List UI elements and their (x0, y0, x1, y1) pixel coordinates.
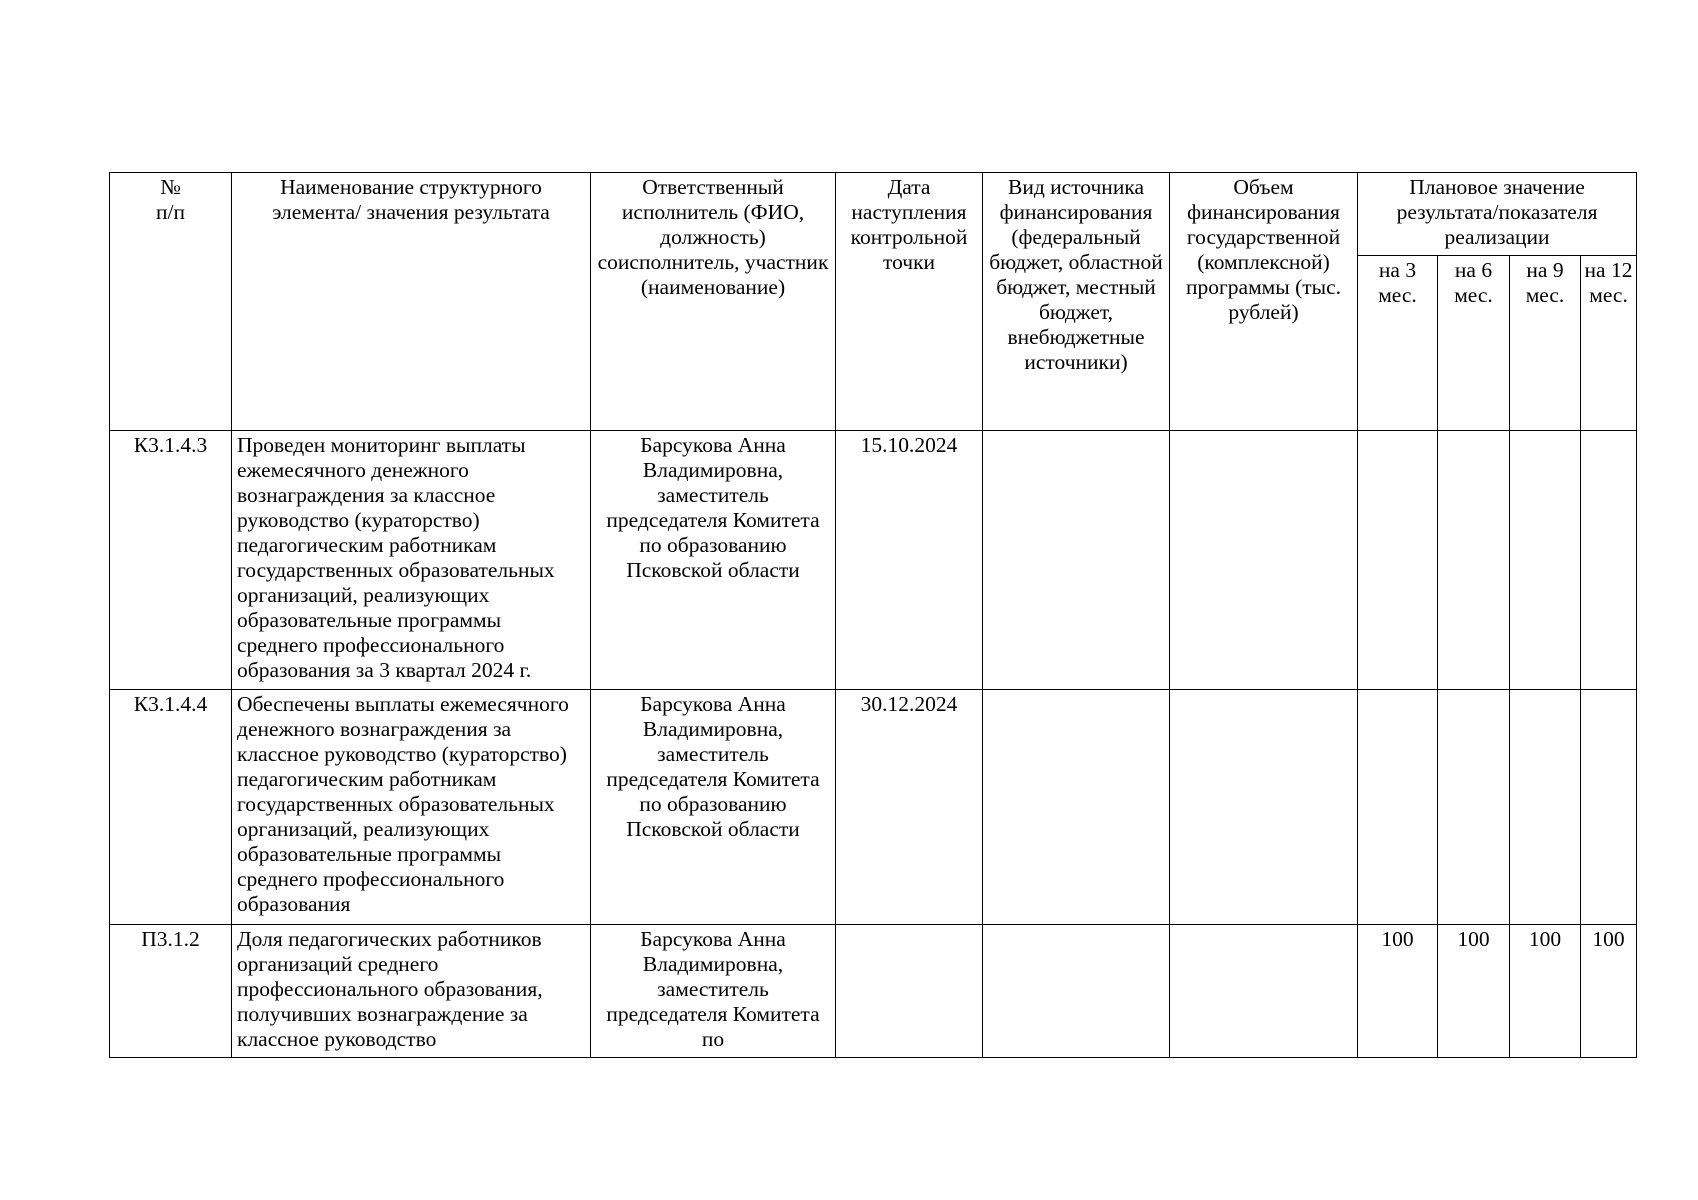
row-value-3-months (1358, 690, 1438, 925)
row-responsible: Барсукова Анна Владимировна, заместитель председателя Комитета по образованию Псковской области (591, 690, 836, 925)
header-12-months: на 12 мес. (1581, 256, 1637, 431)
row-name: Доля педагогических работников организаций среднего профессионального образования, получивших вознаграждение за классное руководство (232, 925, 591, 1058)
row-date (836, 925, 983, 1058)
row-responsible: Барсукова Анна Владимировна, заместитель председателя Комитета по образованию Псковской области (591, 431, 836, 690)
header-funding-volume: Объем финансирования государственной (комплексной) программы (тыс. рублей) (1170, 173, 1358, 431)
header-3-months: на 3 мес. (1358, 256, 1438, 431)
row-value-9-months (1510, 431, 1581, 690)
row-value-3-months (1358, 431, 1438, 690)
row-value-9-months (1510, 690, 1581, 925)
row-number: П3.1.2 (110, 925, 232, 1058)
header-planned-value: Плановое значение результата/показателя реализации (1358, 173, 1637, 256)
header-6-months: на 6 мес. (1438, 256, 1510, 431)
row-value-6-months (1438, 690, 1510, 925)
row-funding-volume (1170, 690, 1358, 925)
row-responsible: Барсукова Анна Владимировна, заместитель председателя Комитета по (591, 925, 836, 1058)
row-value-12-months (1581, 431, 1637, 690)
row-value-9-months: 100 (1510, 925, 1581, 1058)
plan-table (109, 172, 1637, 1058)
table-header-row (110, 173, 1637, 256)
row-value-6-months: 100 (1438, 925, 1510, 1058)
row-number: К3.1.4.3 (110, 431, 232, 690)
row-name: Обеспечены выплаты ежемесячного денежного вознаграждения за классное руководство (кураторство) педагогическим работникам государственных образовательных организаций, реализующих образовательные программы среднего профессионального образования (232, 690, 591, 925)
header-funding-source: Вид источника финансирования (федеральный бюджет, областной бюджет, местный бюджет, внебюджетные источники) (983, 173, 1170, 431)
header-date: Дата наступления контрольной точки (836, 173, 983, 431)
row-number: К3.1.4.4 (110, 690, 232, 925)
table-row (110, 690, 1637, 925)
table-row (110, 925, 1637, 1058)
header-responsible: Ответственный исполнитель (ФИО, должность) соисполнитель, участник (наименование) (591, 173, 836, 431)
row-value-12-months: 100 (1581, 925, 1637, 1058)
row-funding-source (983, 925, 1170, 1058)
row-name: Проведен мониторинг выплаты ежемесячного денежного вознаграждения за классное руководство (кураторство) педагогическим работникам государственных образовательных организаций, реализующих образовательные программы среднего профессионального образования за 3 квартал 2024 г. (232, 431, 591, 690)
row-date: 15.10.2024 (836, 431, 983, 690)
row-value-12-months (1581, 690, 1637, 925)
row-funding-volume (1170, 925, 1358, 1058)
header-name: Наименование структурного элемента/ значения результата (232, 173, 591, 431)
row-funding-source (983, 431, 1170, 690)
table-row (110, 431, 1637, 690)
row-date: 30.12.2024 (836, 690, 983, 925)
row-value-6-months (1438, 431, 1510, 690)
row-funding-volume (1170, 431, 1358, 690)
row-value-3-months: 100 (1358, 925, 1438, 1058)
header-9-months: на 9 мес. (1510, 256, 1581, 431)
header-number: № п/п (110, 173, 232, 431)
row-funding-source (983, 690, 1170, 925)
